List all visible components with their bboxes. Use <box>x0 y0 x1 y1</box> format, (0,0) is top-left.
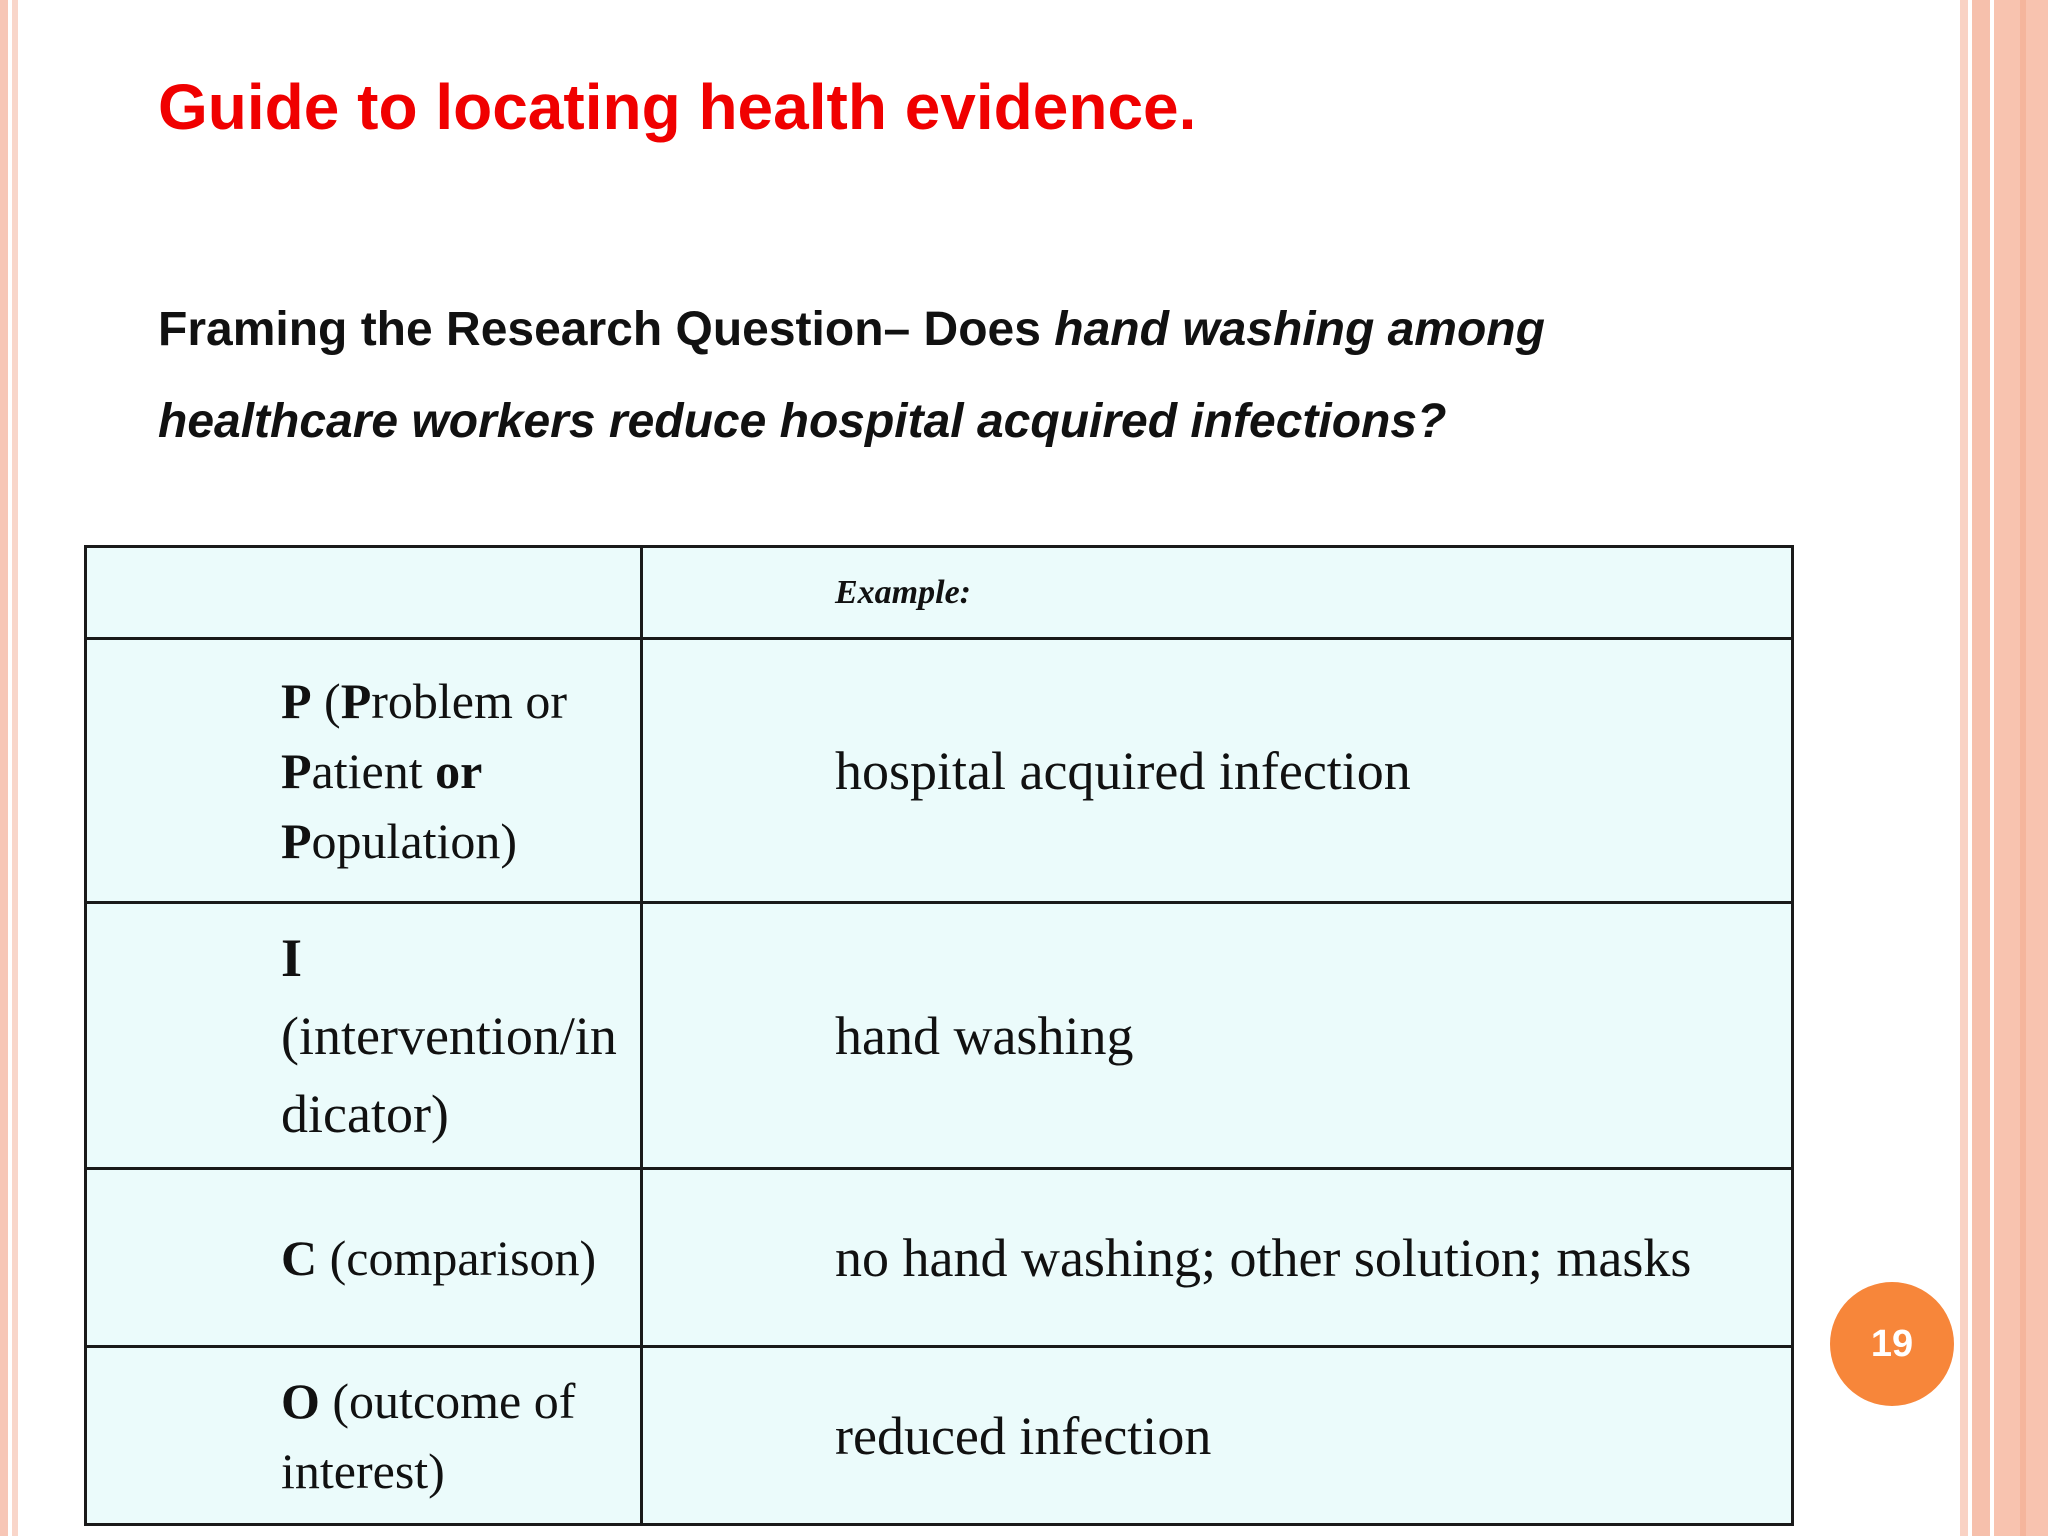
value-cell <box>642 639 1793 903</box>
slide-title: Guide to locating health evidence. <box>158 71 1197 143</box>
value-cell <box>642 1169 1793 1347</box>
value-cell <box>642 903 1793 1169</box>
header-cell-empty <box>86 547 642 639</box>
pico-table <box>84 545 1794 1526</box>
table-header-row <box>86 547 1793 639</box>
right-decor-stripe-mid <box>1972 0 1990 1536</box>
left-decor-stripe <box>0 0 8 1536</box>
left-decor-stripe-inner <box>12 0 18 1536</box>
o-value: reduced infection <box>835 1405 1212 1466</box>
table-row <box>86 639 1793 903</box>
page-number-badge: 19 <box>1830 1282 1954 1406</box>
label-cell <box>86 903 642 1169</box>
label-cell <box>86 639 642 903</box>
o-label: O (outcome of interest) <box>281 1372 576 1499</box>
c-value: no hand washing; other solution; masks <box>835 1227 1692 1288</box>
label-cell <box>86 1169 642 1347</box>
example-header: Example: <box>835 573 971 611</box>
right-decor-stripe-line <box>2020 0 2026 1536</box>
p-value: hospital acquired infection <box>835 740 1411 801</box>
label-cell <box>86 1347 642 1525</box>
c-label: C (comparison) <box>281 1229 597 1286</box>
p-label: P (Problem or Patient or Population) <box>281 672 568 869</box>
table-row <box>86 1347 1793 1525</box>
i-label: I (intervention/in dicator) <box>281 927 617 1144</box>
header-cell-example <box>642 547 1793 639</box>
value-cell <box>642 1347 1793 1525</box>
i-value: hand washing <box>835 1005 1134 1066</box>
table-row <box>86 1169 1793 1347</box>
subtitle-lead: Framing the Research Question– Does <box>158 303 1055 356</box>
subtitle-question: hand washing among healthcare workers reduce hospital acquired infections? <box>158 303 1545 448</box>
table-row <box>86 903 1793 1169</box>
slide-subtitle <box>158 284 1718 468</box>
right-decor-stripe-thin <box>1960 0 1968 1536</box>
